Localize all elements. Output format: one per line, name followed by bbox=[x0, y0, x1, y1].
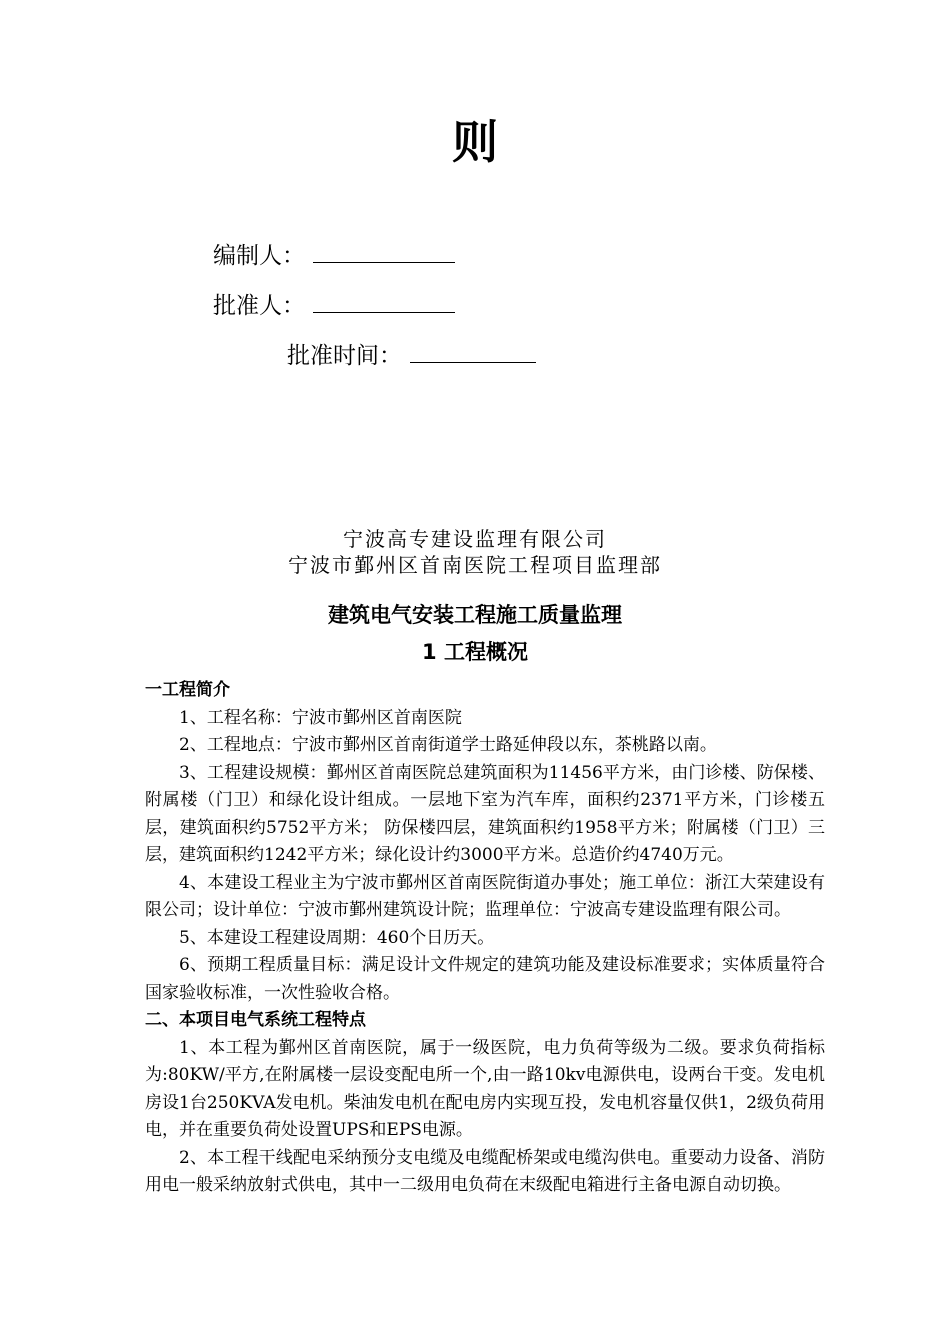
compiler-blank-line bbox=[313, 242, 455, 263]
dept-name: 宁波市鄞州区首南医院工程项目监理部 bbox=[288, 553, 662, 577]
approver-blank-line bbox=[313, 292, 455, 313]
compiler-label: 编制人： bbox=[213, 243, 305, 269]
paragraph: 4、本建设工程业主为宁波市鄞州区首南医院街道办事处；施工单位：浙江大荣建设有限公司；设计单位：宁波市鄞州建筑设计院；监理单位：宁波高专建设监理有限公司。 bbox=[145, 872, 825, 920]
approve-time-row bbox=[287, 340, 536, 372]
org-name: 宁波高专建设监理有限公司 bbox=[343, 527, 607, 551]
paragraph: 2、工程地点：宁波市鄞州区首南街道学士路延伸段以东，茶桃路以南。 bbox=[179, 735, 717, 755]
chapter-heading: 1 工程概况 bbox=[422, 640, 528, 664]
paragraph: 5、本建设工程建设周期：460个日历天。 bbox=[179, 927, 495, 948]
approve-time-label: 批准时间： bbox=[287, 343, 402, 369]
approver-row bbox=[213, 290, 455, 322]
approve-time-blank-line bbox=[410, 342, 536, 363]
section-heading: 二、本项目电气系统工程特点 bbox=[145, 1010, 366, 1030]
paragraph: 3、工程建设规模：鄞州区首南医院总建筑面积为11456平方米，由门诊楼、防保楼、附属楼（门卫）和绿化设计组成。一层地下室为汽车库，面积约2371平方米，门诊楼五层，建筑面积约5752平方米； 防保楼四层，建筑面积约1958平方米；附属楼（门卫）三层，建筑面积约1242平方米；绿化设计约3000平方米。总造价约4740万元。 bbox=[145, 762, 825, 865]
cover-title: 则 bbox=[452, 115, 498, 169]
compiler-row bbox=[213, 240, 455, 272]
paragraph: 1、工程名称：宁波市鄞州区首南医院 bbox=[179, 707, 462, 728]
paragraph: 6、预期工程质量目标：满足设计文件规定的建筑功能及建设标准要求；实体质量符合国家验收标准，一次性验收合格。 bbox=[145, 955, 825, 1003]
approver-label: 批准人： bbox=[213, 293, 305, 319]
paragraph: 2、本工程干线配电采纳预分支电缆及电缆配桥架或电缆沟供电。重要动力设备、消防用电一般采纳放射式供电，其中一二级用电负荷在末级配电箱进行主备电源自动切换。 bbox=[145, 1147, 825, 1195]
document-body bbox=[145, 677, 825, 1200]
paragraph: 1、本工程为鄞州区首南医院，属于一级医院，电力负荷等级为二级。要求负荷指标为:80KW/平方,在附属楼一层设变配电所一个,由一路10kv电源供电，设两台干变。发电机房设1台250KVA发电机。柴油发电机在配电房内实现互投，发电机容量仅供1，2级负荷用电，并在重要负荷处设置UPS和EPS电源。 bbox=[145, 1037, 825, 1140]
document-title: 建筑电气安装工程施工质量监理 bbox=[328, 603, 622, 627]
section-heading: 一工程简介 bbox=[145, 680, 230, 700]
